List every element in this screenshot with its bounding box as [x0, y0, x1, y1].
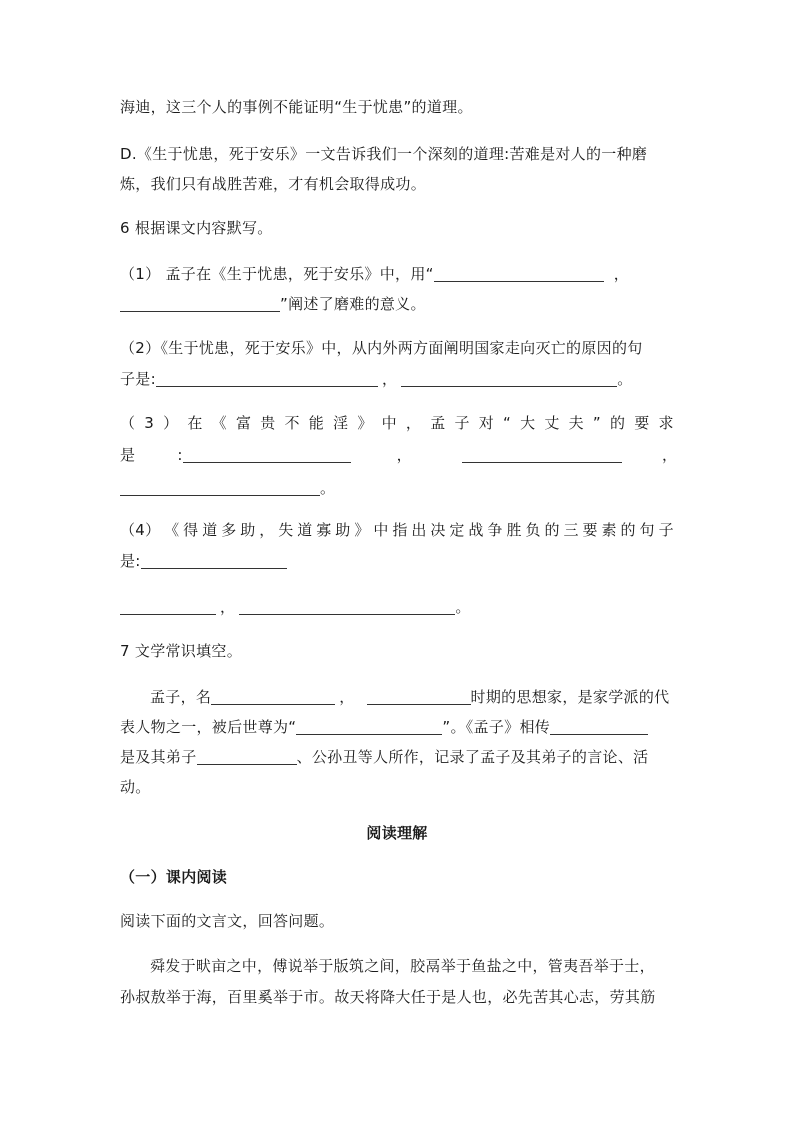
- char: 战: [468, 521, 484, 539]
- period: 。: [455, 598, 471, 616]
- blank[interactable]: [120, 480, 320, 496]
- char: 中: [381, 414, 397, 432]
- char: 素: [601, 521, 617, 539]
- blank[interactable]: [434, 266, 604, 282]
- char: 《: [164, 521, 180, 539]
- char: 要: [634, 414, 650, 432]
- char: 定: [449, 521, 465, 539]
- char: 争: [487, 521, 503, 539]
- char: 决: [430, 521, 446, 539]
- char: 贵: [260, 414, 276, 432]
- period: 。: [617, 370, 633, 388]
- blank[interactable]: [141, 553, 287, 569]
- char: 的: [544, 521, 560, 539]
- section-title: 阅读理解: [366, 824, 428, 842]
- char: 》: [357, 414, 373, 432]
- char: ）: [163, 414, 179, 432]
- char: 道: [202, 521, 218, 539]
- colon: :: [177, 446, 183, 464]
- char: 助: [240, 521, 256, 539]
- char: 的: [620, 521, 636, 539]
- char: 3: [144, 414, 155, 432]
- char: 丈: [544, 414, 560, 432]
- char: （: [120, 414, 136, 432]
- char: 不: [284, 414, 300, 432]
- char: 助: [335, 521, 351, 539]
- char: 得: [183, 521, 199, 539]
- q7-1c: 时期的思想家，是家学派的代: [470, 688, 670, 706]
- char: 出: [411, 521, 427, 539]
- q6-3-lead: 是: [120, 446, 136, 464]
- blank[interactable]: [550, 719, 648, 735]
- blank[interactable]: [120, 599, 216, 615]
- char: 道: [297, 521, 313, 539]
- q7-line2: [120, 716, 648, 738]
- subsection-title: （一）课内阅读: [120, 868, 228, 886]
- char: 大: [520, 414, 536, 432]
- q6-2-lead: 子是:: [120, 370, 156, 388]
- option-d-line1: D.《生于忧患，死于安乐》一文告诉我们一个深刻的道理:苦难是对人的一种磨: [120, 145, 648, 163]
- char: 胜: [506, 521, 522, 539]
- char: 三: [563, 521, 579, 539]
- char: 孟: [430, 414, 446, 432]
- q7-1a: 孟子，名: [150, 688, 212, 706]
- q6-part2-line2: [120, 368, 633, 390]
- instruction: 阅读下面的文言文，回答问题。: [120, 912, 335, 930]
- blank[interactable]: [239, 599, 455, 615]
- q6-part2-line1: （2）《生于忧患，死于安乐》中，从内外两方面阐明国家走向灭亡的原因的句: [120, 339, 643, 357]
- char: 对: [478, 414, 495, 432]
- comma: ，: [396, 446, 412, 464]
- q6-4-lead: 是:: [120, 552, 141, 570]
- comma: ，: [613, 265, 629, 283]
- char: 要: [582, 521, 598, 539]
- option-d-line2: 炼，我们只有战胜苦难，才有机会取得成功。: [120, 175, 427, 193]
- q6-part4-line1: [120, 519, 674, 541]
- comma: ，: [661, 446, 678, 464]
- period: 。: [320, 479, 336, 497]
- char: 求: [658, 414, 674, 432]
- char: “: [503, 414, 512, 432]
- blank[interactable]: [183, 447, 351, 463]
- char: ”: [592, 414, 601, 432]
- char: 失: [278, 521, 294, 539]
- blank[interactable]: [120, 296, 280, 312]
- char: 能: [308, 414, 325, 432]
- char: 《: [211, 414, 227, 432]
- char: 中: [373, 521, 389, 539]
- char: 负: [525, 521, 541, 539]
- q6-part3-line2: [120, 444, 677, 466]
- char: 在: [187, 414, 203, 432]
- char: （4）: [120, 521, 161, 539]
- char: 指: [392, 521, 408, 539]
- q6-part1-line2: [120, 293, 426, 315]
- q6-1-end: ”阐述了磨难的意义。: [280, 295, 426, 313]
- q7-3a: 是及其弟子: [120, 748, 197, 766]
- passage-line2: 孙叔敖举于海，百里奚举于市。故天将降大任于是人也，必先苦其心志，劳其筋: [120, 988, 656, 1006]
- blank[interactable]: [296, 719, 442, 735]
- blank[interactable]: [211, 689, 335, 705]
- comma: ，: [339, 688, 355, 706]
- char: 夫: [568, 414, 584, 432]
- q7-3b: 、公孙丑等人所作，记录了孟子及其弟子的言论、活: [296, 748, 649, 766]
- question-6: 6 根据课文内容默写。: [120, 219, 273, 237]
- char: 子: [658, 521, 674, 539]
- blank[interactable]: [462, 447, 622, 463]
- char: 淫: [333, 414, 349, 432]
- q7-2a: 表人物之一，被后世尊为“: [120, 718, 297, 736]
- comma: ，: [220, 598, 236, 616]
- char: 多: [221, 521, 237, 539]
- q6-part1-line1: [120, 263, 629, 285]
- passage-line1: 舜发于畎亩之中，傅说举于版筑之间，胶鬲举于鱼盐之中，管夷吾举于士，: [150, 957, 655, 975]
- q6-part4-line3: [120, 596, 471, 618]
- blank[interactable]: [367, 689, 471, 705]
- char: ，: [259, 521, 275, 539]
- q6-part4-line2: [120, 550, 287, 572]
- char: 》: [354, 521, 370, 539]
- blank[interactable]: [401, 371, 617, 387]
- char: 句: [639, 521, 655, 539]
- char: 的: [609, 414, 626, 432]
- char: 富: [235, 414, 252, 432]
- q7-line4: 动。: [120, 778, 151, 796]
- q6-part3-line1: [120, 412, 674, 434]
- q7-line3: [120, 746, 648, 768]
- blank[interactable]: [156, 371, 378, 387]
- comma: ，: [381, 370, 398, 388]
- q7-2b: ”。《孟子》相传: [442, 718, 551, 736]
- question-7: 7 文学常识填空。: [120, 642, 243, 660]
- q7-line1: [150, 686, 669, 708]
- text-line: 海迪，这三个人的事例不能证明“生于忧患”的道理。: [120, 98, 473, 116]
- q6-1-text: （1） 孟子在《生于忧患，死于安乐》中，用“: [120, 265, 434, 283]
- char: 寡: [316, 521, 332, 539]
- char: ，: [405, 414, 422, 432]
- char: 子: [454, 414, 470, 432]
- q6-part3-line3: [120, 477, 335, 499]
- blank[interactable]: [197, 749, 297, 765]
